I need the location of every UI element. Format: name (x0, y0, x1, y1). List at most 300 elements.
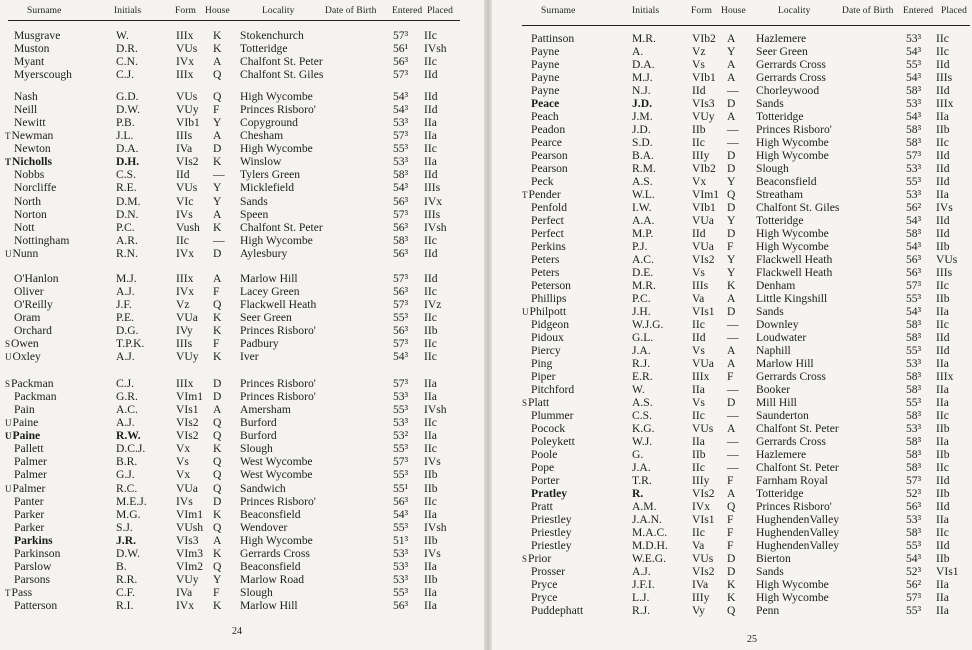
cell-form: VIs2 (692, 252, 715, 266)
cell-surname: SPrior (522, 551, 552, 565)
cell-form: IVa (176, 142, 193, 156)
cell-locality: Gerrards Cross (756, 70, 826, 84)
cell-entered: 57³ (906, 148, 922, 162)
cell-placed: IIIs (424, 207, 441, 221)
cell-locality: Gerrards Cross (756, 57, 826, 71)
cell-form: VUa (692, 356, 714, 370)
cell-surname: UNunn (5, 246, 39, 260)
cell-entered: 58³ (906, 408, 922, 422)
cell-form: IVx (176, 285, 195, 299)
cell-form: IIa (692, 382, 705, 396)
cell-placed: IIc (424, 350, 437, 364)
cell-locality: Seer Green (240, 311, 292, 325)
cell-surname: UPhilpott (522, 304, 567, 318)
cell-form: VIs1 (692, 512, 715, 526)
cell-surname: Nottingham (14, 233, 70, 247)
cell-surname: Muston (14, 42, 50, 56)
cell-house: Q (213, 455, 222, 469)
cell-entered: 56³ (393, 220, 409, 234)
cell-house: D (213, 494, 222, 508)
header-house: House (721, 6, 746, 16)
cell-surname: Palmer (14, 455, 47, 469)
cell-initials: C.J. (116, 377, 135, 390)
cell-placed: IId (936, 213, 950, 227)
right-page (492, 0, 972, 650)
cell-house: K (213, 507, 222, 521)
cell-initials: R.M. (632, 161, 656, 175)
cell-entered: 57³ (393, 272, 409, 285)
cell-initials: R.E. (116, 181, 137, 195)
cell-initials: R.R. (116, 573, 138, 587)
cell-locality: High Wycombe (240, 90, 313, 103)
cell-placed: IId (936, 343, 950, 357)
cell-house: D (727, 200, 736, 214)
cell-initials: J.A. (632, 343, 651, 357)
cell-entered: 55³ (393, 586, 409, 600)
cell-locality: Princes Risboro' (240, 324, 316, 338)
cell-house: Q (213, 68, 222, 82)
cell-surname: UPaine (5, 416, 39, 430)
cell-entered: 54³ (393, 103, 409, 117)
cell-house: D (727, 304, 736, 318)
cell-house: F (727, 369, 734, 383)
cell-placed: VIs1 (936, 564, 959, 578)
cell-form: VIm3 (176, 546, 204, 560)
cell-locality: Princes Risboro' (756, 499, 832, 513)
cell-locality: Speen (240, 207, 269, 221)
cell-initials: B.A. (632, 148, 654, 162)
cell-house: — (727, 382, 739, 396)
cell-house: A (727, 57, 736, 71)
left-page (0, 0, 484, 650)
cell-surname: SPackman (5, 377, 54, 390)
cell-initials: R. (632, 486, 644, 500)
cell-placed: IIb (936, 291, 950, 305)
cell-entered: 54³ (393, 350, 409, 364)
cell-entered: 57³ (393, 129, 409, 143)
cell-entered: 55³ (906, 291, 922, 305)
cell-form: IId (692, 83, 706, 97)
cell-placed: IIa (424, 155, 437, 169)
cell-entered: 54³ (393, 181, 409, 195)
cell-surname: Peach (531, 109, 559, 123)
cell-form: VUs (176, 181, 198, 195)
cell-surname: Piercy (531, 343, 561, 357)
cell-form: IVx (176, 246, 195, 260)
cell-house: F (727, 239, 734, 253)
cell-locality: West Wycombe (240, 455, 313, 469)
cell-form: Vush (176, 220, 200, 234)
cell-entered: 58³ (393, 168, 409, 182)
cell-form: Vs (176, 455, 189, 469)
cell-locality: Flackwell Heath (756, 265, 833, 279)
cell-locality: Chorleywood (756, 83, 820, 97)
cell-form: Va (692, 538, 705, 552)
cell-placed: IIc (936, 278, 949, 292)
cell-placed: IId (424, 168, 438, 182)
cell-placed: IId (424, 103, 438, 117)
cell-entered: 58³ (906, 460, 922, 474)
cell-house: K (213, 546, 222, 560)
cell-house: K (213, 220, 222, 234)
cell-locality: Marlow Hill (240, 272, 298, 285)
cell-placed: IVsh (424, 520, 447, 534)
cell-placed: IIa (936, 304, 949, 318)
cell-locality: Wendover (240, 520, 288, 534)
cell-house: K (727, 577, 736, 591)
cell-initials: G.L. (632, 330, 654, 344)
cell-initials: J.F. (116, 298, 132, 312)
cell-house: — (727, 135, 739, 149)
cell-form: IId (176, 168, 190, 182)
cell-house: A (727, 421, 736, 435)
cell-form: Vs (692, 343, 705, 357)
cell-entered: 53³ (393, 155, 409, 169)
cell-form: IIIx (176, 377, 194, 390)
cell-house: — (727, 317, 739, 331)
cell-entered: 56³ (393, 194, 409, 208)
header-dob: Date of Birth (325, 6, 377, 16)
header-entered: Entered (392, 6, 423, 16)
cell-surname: Newitt (14, 116, 46, 130)
cell-initials: A.S. (632, 395, 653, 409)
cell-initials: W.L. (632, 187, 655, 201)
cell-surname: Pitchford (531, 382, 575, 396)
cell-placed: IId (936, 499, 950, 513)
cell-form: Vx (176, 442, 191, 456)
cell-placed: IIa (424, 116, 437, 130)
cell-house: F (727, 538, 734, 552)
cell-house: — (727, 330, 739, 344)
cell-surname: Myerscough (14, 68, 72, 82)
cell-entered: 57³ (906, 473, 922, 487)
cell-form: VUy (176, 350, 199, 364)
cell-house: — (727, 447, 739, 461)
cell-placed: IIIx (936, 369, 954, 383)
cell-locality: West Wycombe (240, 468, 313, 482)
cell-placed: IVsh (424, 403, 447, 417)
cell-initials: P.C. (632, 291, 651, 305)
cell-placed: IIb (936, 486, 950, 500)
status-prefix: S (522, 553, 528, 564)
cell-surname: Parslow (14, 559, 52, 573)
cell-placed: IIb (424, 481, 438, 495)
cell-placed: IIc (936, 44, 949, 58)
cell-form: IIc (692, 317, 705, 331)
cell-surname: Payne (531, 57, 560, 71)
cell-form: VIm2 (176, 559, 204, 573)
cell-form: IVs (176, 207, 193, 221)
cell-placed: IVx (424, 194, 443, 208)
cell-form: Vs (692, 265, 705, 279)
cell-placed: IIa (936, 395, 949, 409)
cell-surname: Patterson (14, 599, 58, 613)
cell-placed: IIIs (936, 70, 953, 84)
status-prefix: T (5, 588, 11, 599)
header-dob: Date of Birth (842, 6, 894, 16)
cell-form: IIIx (176, 68, 194, 82)
cell-initials: D.W. (116, 103, 141, 117)
cell-initials: A.R. (116, 233, 138, 247)
status-prefix: U (5, 483, 12, 494)
cell-entered: 53³ (906, 32, 922, 45)
cell-placed: IIc (424, 416, 437, 430)
cell-locality: Chalfont St. Peter (756, 421, 839, 435)
cell-locality: Sandwich (240, 481, 286, 495)
status-prefix: T (522, 189, 528, 200)
cell-surname: Priestley (531, 512, 572, 526)
cell-form: VUsh (176, 520, 204, 534)
cell-form: IVa (176, 586, 193, 600)
cell-initials: G.D. (116, 90, 139, 103)
cell-house: Y (213, 181, 222, 195)
cell-house: Q (727, 603, 736, 617)
cell-house: D (213, 377, 222, 390)
cell-placed: IIa (424, 507, 437, 521)
cell-form: IIIs (176, 337, 193, 351)
cell-locality: Beaconsfield (240, 559, 301, 573)
cell-form: IId (692, 330, 706, 344)
cell-form: IVy (176, 324, 193, 338)
cell-initials: D.M. (116, 194, 141, 208)
cell-placed: IVsh (424, 220, 447, 234)
cell-initials: P.J. (632, 239, 648, 253)
cell-form: IVs (176, 494, 193, 508)
cell-locality: Seer Green (756, 44, 808, 58)
cell-house: D (727, 148, 736, 162)
cell-surname: North (14, 194, 42, 208)
status-prefix: S (5, 379, 11, 389)
cell-surname: Pocock (531, 421, 566, 435)
cell-locality: Slough (240, 442, 273, 456)
cell-initials: C.N. (116, 55, 138, 69)
cell-initials: D.A. (632, 57, 655, 71)
cell-initials: A. (632, 44, 644, 58)
cell-placed: IIc (936, 32, 949, 45)
cell-placed: IVs (424, 546, 441, 560)
cell-form: VIs2 (176, 416, 199, 430)
cell-locality: Princes Risboro' (240, 494, 316, 508)
cell-initials: N.J. (632, 83, 651, 97)
cell-surname: Perkins (531, 239, 566, 253)
cell-initials: J.A.N. (632, 512, 662, 526)
header-locality: Locality (262, 6, 295, 16)
cell-locality: Princes Risboro' (240, 377, 316, 390)
cell-placed: IId (936, 330, 950, 344)
cell-placed: IIa (936, 603, 949, 617)
cell-surname: UOxley (5, 350, 41, 364)
cell-placed: IIa (936, 512, 949, 526)
cell-form: IIc (692, 135, 705, 149)
header-placed: Placed (941, 6, 967, 16)
header-rule (522, 25, 970, 26)
cell-entered: 54³ (393, 507, 409, 521)
cell-initials: G. (632, 447, 644, 461)
cell-placed: IIa (936, 109, 949, 123)
header-placed: Placed (427, 6, 453, 16)
cell-house: D (213, 390, 222, 404)
cell-form: Vz (692, 44, 706, 58)
cell-house: F (727, 473, 734, 487)
cell-house: K (213, 442, 222, 456)
cell-house: F (213, 103, 220, 117)
cell-initials: S.J. (116, 520, 133, 534)
header-surname: Surname (27, 6, 62, 16)
cell-locality: Penn (756, 603, 780, 617)
cell-locality: Totteridge (756, 486, 804, 500)
cell-placed: IId (936, 83, 950, 97)
cell-surname: Norcliffe (14, 181, 57, 195)
cell-initials: J.D. (632, 122, 651, 136)
cell-surname: Pope (531, 460, 555, 474)
cell-house: A (213, 403, 222, 417)
cell-placed: IIa (424, 377, 437, 390)
cell-surname: Palmer (14, 468, 47, 482)
cell-placed: IVs (424, 455, 441, 469)
status-prefix: U (5, 352, 12, 363)
cell-surname: Oliver (14, 285, 44, 299)
cell-form: Vs (692, 395, 705, 409)
cell-house: Y (213, 116, 222, 130)
cell-locality: Loudwater (756, 330, 807, 344)
cell-entered: 58³ (906, 83, 922, 97)
cell-placed: IIa (936, 356, 949, 370)
status-prefix: U (5, 248, 12, 259)
cell-locality: Streatham (756, 187, 804, 201)
cell-form: VIb1 (176, 116, 200, 130)
cell-entered: 53³ (393, 416, 409, 430)
cell-locality: High Wycombe (240, 142, 313, 156)
cell-surname: Nott (14, 220, 35, 234)
cell-entered: 57³ (906, 590, 922, 604)
cell-locality: Chalfont St. Peter (240, 220, 323, 234)
cell-locality: Flackwell Heath (240, 298, 317, 312)
cell-entered: 54³ (393, 90, 409, 103)
cell-entered: 54³ (906, 213, 922, 227)
cell-entered: 55³ (393, 468, 409, 482)
cell-surname: Oram (14, 311, 41, 325)
cell-initials: D.W. (116, 546, 141, 560)
cell-locality: Winslow (240, 155, 282, 169)
cell-form: IIIy (692, 590, 710, 604)
cell-entered: 52³ (906, 486, 922, 500)
cell-entered: 54³ (906, 70, 922, 84)
cell-entered: 56³ (393, 285, 409, 299)
cell-house: — (213, 233, 225, 247)
cell-entered: 56³ (393, 599, 409, 613)
cell-form: IVx (176, 55, 195, 69)
cell-surname: Piper (531, 369, 556, 383)
cell-initials: T.P.K. (116, 337, 145, 351)
header-initials: Initials (114, 6, 142, 16)
cell-locality: High Wycombe (756, 226, 829, 240)
cell-locality: Princes Risboro' (240, 103, 316, 117)
cell-initials: J.M. (632, 109, 653, 123)
cell-locality: Flackwell Heath (756, 252, 833, 266)
cell-initials: A.J. (116, 416, 135, 430)
cell-locality: Gerrards Cross (756, 369, 826, 383)
cell-surname: Poole (531, 447, 558, 461)
cell-surname: Pearson (531, 161, 568, 175)
cell-placed: IIb (936, 239, 950, 253)
cell-house: F (727, 525, 734, 539)
cell-initials: W.J. (632, 434, 653, 448)
cell-entered: 54³ (906, 44, 922, 58)
cell-form: VUs (692, 421, 714, 435)
status-prefix: T (5, 157, 12, 168)
cell-initials: M.R. (632, 32, 656, 45)
cell-form: VIs1 (176, 403, 199, 417)
cell-entered: 57³ (393, 68, 409, 82)
cell-locality: Gerrards Cross (756, 434, 826, 448)
cell-house: K (727, 590, 736, 604)
cell-locality: High Wycombe (756, 135, 829, 149)
cell-entered: 56³ (906, 499, 922, 513)
cell-form: IId (692, 226, 706, 240)
cell-surname: Peters (531, 265, 560, 279)
cell-locality: Slough (240, 586, 273, 600)
cell-house: Y (727, 213, 736, 227)
cell-locality: Saunderton (756, 408, 809, 422)
page-number: 24 (232, 626, 242, 637)
cell-locality: Totteridge (756, 109, 804, 123)
cell-form: IIIx (692, 369, 710, 383)
cell-entered: 55¹ (393, 481, 409, 495)
page-gutter (484, 0, 492, 650)
cell-house: — (727, 122, 739, 136)
cell-surname: Plummer (531, 408, 574, 422)
cell-surname: SOwen (5, 337, 39, 351)
cell-surname: TPass (5, 586, 33, 600)
cell-surname: Nobbs (14, 168, 45, 182)
cell-locality: Sands (756, 304, 784, 318)
cell-house: K (213, 599, 222, 613)
cell-form: VUy (176, 103, 199, 117)
cell-entered: 58³ (906, 135, 922, 149)
cell-locality: Beaconsfield (756, 174, 817, 188)
cell-surname: Pearce (531, 135, 562, 149)
page-number: 25 (747, 634, 757, 645)
cell-initials: B.R. (116, 455, 138, 469)
cell-house: A (213, 272, 222, 285)
cell-initials: A.J. (632, 564, 651, 578)
cell-entered: 57³ (393, 29, 409, 42)
cell-entered: 55³ (906, 538, 922, 552)
cell-placed: IIb (424, 573, 438, 587)
cell-surname: Packman (14, 390, 57, 404)
cell-surname: Priestley (531, 538, 572, 552)
cell-locality: Downley (756, 317, 799, 331)
cell-house: A (727, 70, 736, 84)
cell-house: Y (213, 194, 222, 208)
cell-house: A (727, 109, 736, 123)
cell-form: Vs (692, 57, 705, 71)
cell-locality: Tylers Green (240, 168, 301, 182)
status-prefix: U (5, 431, 12, 442)
cell-placed: IIa (936, 434, 949, 448)
cell-placed: IIc (424, 337, 437, 351)
cell-house: — (727, 408, 739, 422)
cell-entered: 53³ (906, 187, 922, 201)
cell-placed: IIa (424, 390, 437, 404)
cell-entered: 58³ (906, 382, 922, 396)
cell-initials: C.S. (632, 408, 652, 422)
cell-initials: M.J. (116, 272, 137, 285)
cell-form: IIIx (176, 272, 194, 285)
cell-initials: M.D.H. (632, 538, 668, 552)
cell-house: — (727, 434, 739, 448)
cell-locality: Amersham (240, 403, 291, 417)
